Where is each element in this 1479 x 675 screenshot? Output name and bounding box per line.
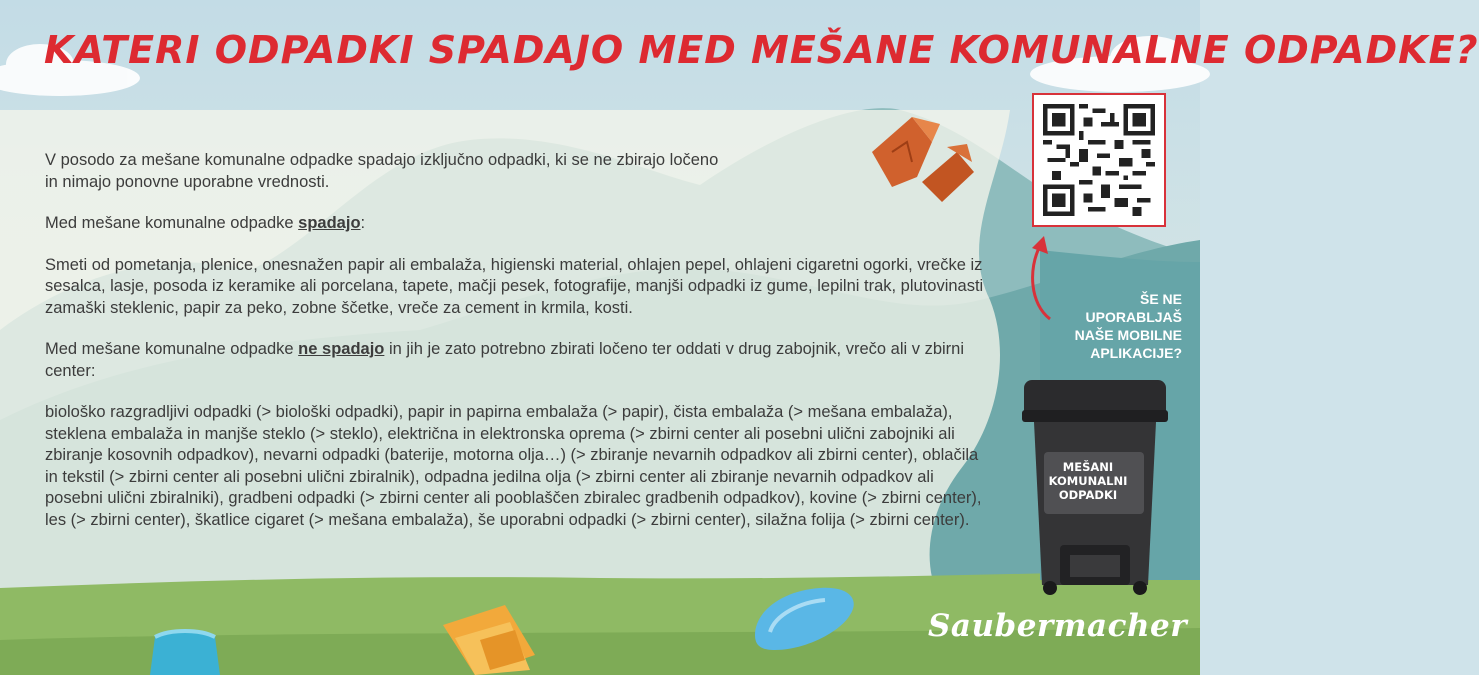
app-prompt-line: ŠE NE xyxy=(1139,291,1182,307)
not-belongs-prefix: Med mešane komunalne odpadke xyxy=(45,340,299,358)
intro-line: V posodo za mešane komunalne odpadke spadajo izključno odpadki, ki se ne zbirajo ločeno xyxy=(45,151,719,169)
app-prompt[interactable] xyxy=(1062,290,1182,362)
qr-code-icon xyxy=(1043,104,1155,216)
not-belongs-heading xyxy=(45,339,985,382)
brand-logo[interactable]: Saubermacher xyxy=(928,608,1188,644)
bin-label-line: ODPADKI xyxy=(1058,488,1118,502)
intro-line: in nimajo ponovne uporabne vrednosti. xyxy=(45,172,330,191)
app-prompt-line: APLIKACIJE? xyxy=(1090,345,1182,361)
bin-label xyxy=(1044,460,1132,502)
belongs-suffix: : xyxy=(360,214,366,232)
paper-napkins-icon xyxy=(435,600,545,675)
not-belongs-suffix: in jih je zato potrebno zbirati ločeno ter oddati v drug zabojnik, vrečo ali v zbirni center: xyxy=(45,340,965,380)
not-belongs-list: biološko razgradljivi odpadki (> biološki odpadki), papir in papirna embalaža (> papir), čista embalaža (> mešana embalaža), steklena embalaža in manjše steklo (> steklo), električna in elektronska oprema (> zbirni center ali posebni ulični zabojniki ali zbiranje kosovnih odpadkov), nevarni odpadki (baterije, motorna olja…) (> zbiranje nevarnih odpadkov ali zbirni center), oblačila in tekstil (> zbirni center ali posebni ulični zbiralnik), odpadna jedilna olja (> zbirni center ali zbiranje nevarnih odpadkov ali posebni ulični zbiralniki), gradbeni odpadki (> zbirni center ali pooblaščen zbiralec gradbenih odpadkov), kovine (> zbirni center), les (> zbirni center), škatlice cigaret (> mešana embalaža), še uporabni odpadki (> zbirni center), silažna folija (> zbirni center). xyxy=(45,403,982,529)
not-belongs-keyword: ne spadajo xyxy=(298,340,385,358)
app-prompt-line: NAŠE MOBILNE xyxy=(1074,327,1182,343)
belongs-keyword: spadajo xyxy=(298,214,361,232)
plastic-cup-icon xyxy=(140,625,230,675)
curved-arrow-icon xyxy=(1020,234,1060,324)
belongs-list: Smeti od pometanja, plenice, onesnažen papir ali embalaža, higienski material, ohlajen pepel, ohlajeni cigaretni ogorki, vrečke iz sesalca, lasje, posoda iz keramike ali porcelana, tapete, mačji pesek, fotografije, manjši odpadki iz gume, lepilni trak, plutovinasti zamaški steklenic, papir za peko, zobne ščetke, vreče za cement in krmila, kosti. xyxy=(45,255,984,317)
qr-code[interactable] xyxy=(1032,93,1166,227)
bin-label-line: KOMUNALNI xyxy=(1048,474,1128,488)
main-content xyxy=(45,150,985,551)
belongs-prefix: Med mešane komunalne odpadke xyxy=(45,214,299,232)
page-title: KATERI ODPADKI SPADAJO MED MEŠANE KOMUNALNE ODPADKE? xyxy=(44,28,1479,72)
bin-label-line: MEŠANI xyxy=(1062,460,1114,474)
intro-paragraph xyxy=(45,150,985,193)
belongs-heading xyxy=(45,213,985,235)
app-prompt-line: UPORABLJAŠ xyxy=(1085,309,1182,325)
sanitary-pad-icon xyxy=(745,580,865,655)
